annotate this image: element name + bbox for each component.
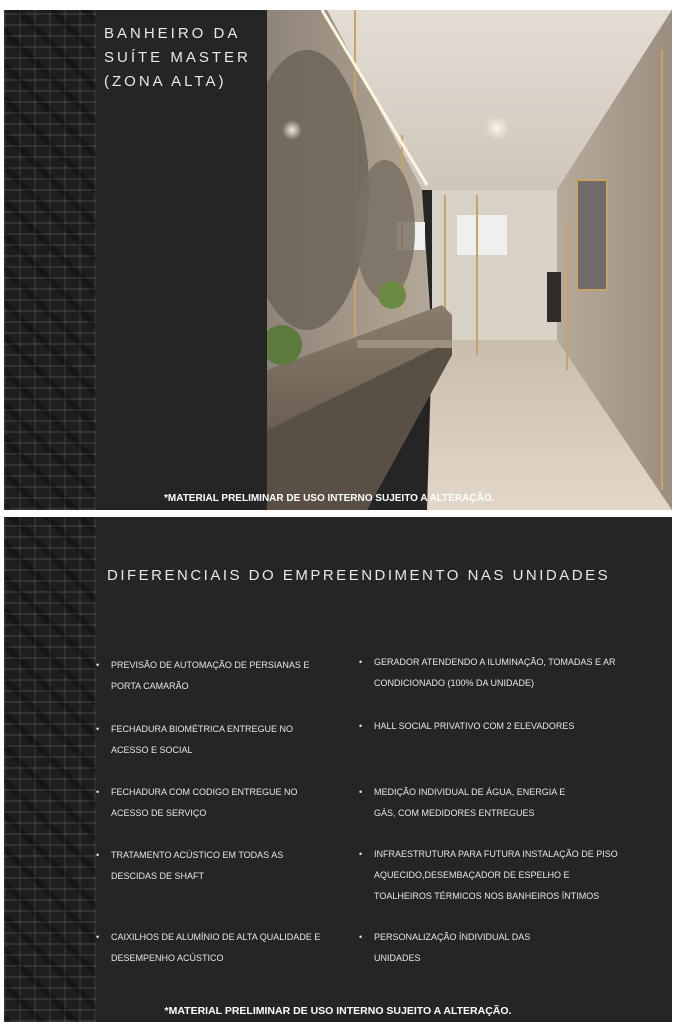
feature-item bbox=[359, 844, 659, 907]
bullet-icon: • bbox=[359, 657, 363, 667]
feature-item bbox=[96, 845, 336, 887]
feature-text: PREVISÃO DE AUTOMAÇÃO DE PERSIANAS E PORTA CAMARÃO bbox=[111, 660, 310, 691]
feature-text: GERADOR ATENDENDO A ILUMINAÇÃO, TOMADAS E AR CONDICIONADO (100% DA UNIDADE) bbox=[374, 657, 616, 688]
bathroom-title: BANHEIRO DA SUÍTE MASTER (ZONA ALTA) bbox=[104, 25, 251, 90]
bullet-icon: • bbox=[96, 932, 100, 942]
bullet-icon: • bbox=[96, 850, 100, 860]
feature-text: PERSONALIZAÇÃO ÍNDIVIDUAL DAS UNIDADES bbox=[374, 932, 531, 963]
feature-text: FECHADURA COM CODIGO ENTREGUE NO ACESSO DE SERVIÇO bbox=[111, 787, 298, 818]
features-title: DIFERENCIAIS DO EMPREENDIMENTO NAS UNIDADES bbox=[107, 567, 611, 584]
bullet-icon: • bbox=[96, 660, 100, 670]
bullet-icon: • bbox=[359, 849, 363, 859]
feature-text: FECHADURA BIOMÉTRICA ENTREGUE NO ACESSO E SOCIAL bbox=[111, 724, 294, 755]
decorative-pattern bbox=[4, 517, 96, 1022]
feature-text: CAIXILHOS DE ALUMÍNIO DE ALTA QUALIDADE E DESEMPENHO ACÚSTICO bbox=[111, 932, 321, 963]
bullet-icon: • bbox=[359, 787, 363, 797]
feature-text: TRATAMENTO ACÚSTICO EM TODAS AS DESCIDAS DE SHAFT bbox=[111, 850, 284, 881]
bullet-icon: • bbox=[96, 787, 100, 797]
feature-item bbox=[359, 782, 659, 824]
bullet-icon: • bbox=[359, 721, 363, 731]
feature-text: HALL SOCIAL PRIVATIVO COM 2 ELEVADORES bbox=[374, 721, 575, 731]
feature-item bbox=[96, 927, 336, 969]
feature-item bbox=[359, 716, 659, 737]
bullet-icon: • bbox=[359, 932, 363, 942]
feature-item bbox=[96, 719, 336, 761]
features-slide bbox=[4, 517, 672, 1022]
feature-item bbox=[96, 655, 336, 697]
feature-text: INFRAESTRUTURA PARA FUTURA INSTALAÇÃO DE PISO AQUECIDO,DESEMBAÇADOR DE ESPELHO E TOALHEIROS TÉRMICOS NOS BANHEIROS ÍNTIMOS bbox=[374, 849, 618, 901]
decorative-pattern bbox=[4, 10, 96, 510]
bullet-icon: • bbox=[96, 724, 100, 734]
disclaimer-text: *MATERIAL PRELIMINAR DE USO INTERNO SUJEITO A ALTERAÇÃO. bbox=[164, 493, 495, 504]
disclaimer-text: *MATERIAL PRELIMINAR DE USO INTERNO SUJEITO A ALTERAÇÃO. bbox=[164, 1005, 512, 1017]
feature-item bbox=[359, 927, 659, 969]
bathroom-slide bbox=[4, 10, 672, 510]
feature-item bbox=[96, 782, 336, 824]
feature-text: MEDIÇÃO INDIVIDUAL DE ÁGUA, ENERGIA E GÁS, COM MEDIDORES ENTREGUES bbox=[374, 787, 566, 818]
bathroom-render-image bbox=[267, 10, 672, 510]
feature-item bbox=[359, 652, 659, 694]
